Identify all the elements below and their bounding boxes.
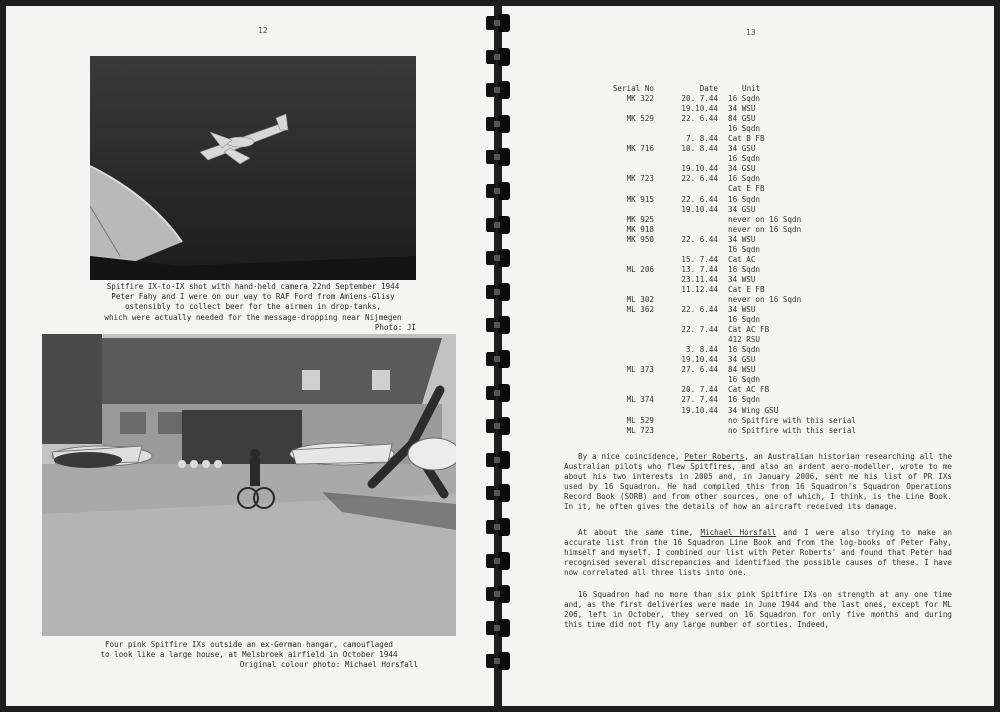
table-row [590,395,902,405]
cell-serial [590,134,662,144]
cell-unit: 34 WSU [728,104,756,114]
cell-date: 10. 8.44 [681,144,718,154]
cell-date: 13. 7.44 [681,264,718,274]
caption-line: Spitfire IX-to-IX shot with hand-held camera 22nd September 1944 [106,282,400,291]
binding-coil [484,81,514,99]
cell-date: 19.10.44 [681,164,718,174]
binding-coil [484,417,514,435]
cell-serial: ML 302 [626,294,654,304]
cell-unit: 412 RSU [728,335,761,345]
cell-serial: ML 373 [626,365,654,375]
cell-date [662,375,728,385]
cell-date: 20. 7.44 [681,94,718,104]
cell-serial: MK 322 [626,94,654,104]
binding-coil [484,451,514,469]
cell-serial: MK 723 [626,174,654,184]
person-name-underlined: Peter Roberts [684,452,745,461]
cell-unit: Cat B FB [728,134,765,144]
cell-serial [590,255,662,265]
cell-unit: 16 Sqdn [728,315,761,325]
cell-unit: 16 Sqdn [728,174,761,184]
cell-unit: 16 Sqdn [728,345,761,355]
cell-unit: 16 Sqdn [728,264,761,274]
table-row [590,365,902,375]
cell-date [662,225,728,235]
binding-coil [484,115,514,133]
para-text: At about the same time, [578,528,701,537]
binding-coil [484,484,514,502]
cell-serial: MK 950 [626,234,654,244]
cell-date: 15. 7.44 [681,254,718,264]
cell-unit: no Spitfire with this serial [728,415,857,425]
cell-unit: 34 Wing GSU [728,405,779,415]
table-row [590,315,902,325]
cell-serial [590,275,662,285]
cell-unit: Cat E FB [728,184,765,194]
photo-credit: Original colour photo: Michael Horsfall [239,660,418,670]
photo2-caption [42,640,456,671]
binding-coil [484,585,514,603]
cell-date [662,184,728,194]
cell-unit: 34 GSU [728,204,756,214]
cell-unit: Cat AC FB [728,385,770,395]
cell-date: 7. 8.44 [685,134,718,144]
table-row [590,295,902,305]
table-row [590,275,902,285]
page-number-right: 13 [746,28,756,37]
cell-unit: never on 16 Sqdn [728,214,802,224]
cell-unit: Cat AC FB [728,325,770,335]
binding-coil [484,182,514,200]
table-row [590,124,902,134]
header-unit: Unit [742,84,761,93]
cell-date: 19.10.44 [681,405,718,415]
binding-coil [484,350,514,368]
cell-serial [590,164,662,174]
binding-coil [484,249,514,267]
binding-coil [484,518,514,536]
table-row [590,154,902,164]
cell-date: 22. 6.44 [681,174,718,184]
table-row [590,406,902,416]
para-text: and I were also trying to make an accurate list from the 16 Squadron Line Book and from the log-books of Peter Fahy, himself and myself. I combined our list with Peter Roberts' and found that Peter had recognised several discrepancies and identified the possible causes of these. I have now correlated all three lists into one. [564,528,952,578]
cell-serial [590,345,662,355]
caption-line: Four pink Spitfire IXs outside an ex-German hangar, camouflaged [104,640,394,649]
cell-date: 23.11.44 [681,274,718,284]
table-row [590,104,902,114]
binding-coil [484,148,514,166]
cell-unit: 84 WSU [728,365,756,375]
table-row [590,205,902,215]
binding-coil [484,216,514,234]
binding-coil [484,14,514,32]
cell-date: 27. 6.44 [681,365,718,375]
cell-unit: 34 GSU [728,144,756,154]
cell-date [662,315,728,325]
binding-coil [484,283,514,301]
cell-unit: 16 Sqdn [728,194,761,204]
cell-unit: 84 GSU [728,114,756,124]
cell-date [662,426,728,436]
cell-unit: 34 WSU [728,234,756,244]
cell-serial [590,104,662,114]
right-page [502,6,994,706]
table-row [590,375,902,385]
cell-serial: ML 529 [626,415,654,425]
left-page [6,6,494,706]
cell-serial [590,325,662,335]
table-row [590,174,902,184]
spiral-binding [484,14,516,704]
cell-serial: MK 529 [626,114,654,124]
cell-unit: 34 WSU [728,274,756,284]
cell-serial [590,124,662,134]
cell-unit: Cat E FB [728,284,765,294]
header-serial: Serial No [612,84,654,93]
table-row [590,345,902,355]
cell-date: 22. 6.44 [681,194,718,204]
caption-line: which were actually needed for the message-dropping near Nijmegen [104,312,402,322]
cell-date: 27. 7.44 [681,395,718,405]
cell-unit: 16 Sqdn [728,395,761,405]
cell-serial: MK 925 [626,214,654,224]
cell-serial: ML 723 [626,425,654,435]
cell-date: 22. 6.44 [681,114,718,124]
cell-date [662,245,728,255]
cell-serial: MK 918 [626,224,654,234]
table-header [590,84,902,94]
page-number-left: 12 [258,26,268,35]
cell-unit: 34 GSU [728,355,756,365]
header-date: Date [699,84,718,93]
table-row [590,144,902,154]
table-row [590,114,902,124]
caption-line: to look like a large house, at Melsbroek airfield in October 1944 [100,650,398,660]
photo-spitfires-outside-hangar [42,334,456,636]
cell-date [662,416,728,426]
cell-date: 20. 7.44 [681,385,718,395]
binding-coil [484,652,514,670]
cell-serial: ML 206 [626,264,654,274]
cell-serial: ML 362 [626,305,654,315]
cell-date [662,295,728,305]
cell-date: 3. 8.44 [685,345,718,355]
cell-unit: Cat AC [728,254,756,264]
cell-serial [590,385,662,395]
serial-table [590,84,902,436]
cell-date: 22. 6.44 [681,305,718,315]
cell-unit: never on 16 Sqdn [728,224,802,234]
cell-serial [590,406,662,416]
cell-date [662,215,728,225]
table-row [590,164,902,174]
table-row [590,285,902,295]
cell-serial: MK 915 [626,194,654,204]
cell-date [662,154,728,164]
cell-date [662,124,728,134]
paragraph-1 [564,452,952,513]
caption-line: Peter Fahy and I were on our way to RAF Ford from Amiens-Glisy [111,292,395,302]
table-row [590,335,902,345]
table-row [590,325,902,335]
cell-serial [590,184,662,194]
photo-spitfire-in-flight [90,56,416,280]
cell-serial [590,154,662,164]
table-row [590,184,902,194]
cell-date: 19.10.44 [681,355,718,365]
binding-coil [484,619,514,637]
table-row [590,225,902,235]
cell-date: 22. 6.44 [681,234,718,244]
cell-unit: never on 16 Sqdn [728,294,802,304]
table-row [590,215,902,225]
cell-unit: 16 Sqdn [728,154,761,164]
cell-date: 19.10.44 [681,204,718,214]
cell-unit: 16 Sqdn [728,94,761,104]
binding-coil [484,552,514,570]
paragraph-2 [564,528,952,578]
para-text: By a nice coincidence, [578,452,685,461]
cell-date: 22. 7.44 [681,325,718,335]
cell-date [662,335,728,345]
cell-serial: MK 716 [626,144,654,154]
table-row [590,235,902,245]
paragraph-3: 16 Squadron had no more than six pink Spitfire IXs on strength at any one time and, as the first deliveries were made in June 1944 and the last ones, except for ML 206, left in October, they served on 16 Squadron for only five months and during this time did not fly any large number of sorties. Indeed, [564,590,952,630]
cell-serial [590,315,662,325]
cell-serial [590,205,662,215]
table-row [590,355,902,365]
photo1-caption [90,282,416,333]
cell-unit: 34 GSU [728,164,756,174]
cell-unit: 16 Sqdn [728,375,761,385]
cell-serial [590,375,662,385]
cell-serial [590,285,662,295]
cell-date: 19.10.44 [681,104,718,114]
binding-coil [484,48,514,66]
table-row [590,265,902,275]
caption-line: ostensibly to collect beer for the airmen in drop-tanks, [124,302,382,312]
cell-date: 11.12.44 [681,284,718,294]
table-body [590,94,902,436]
binding-coil [484,316,514,334]
table-row [590,385,902,395]
cell-unit: no Spitfire with this serial [728,425,857,435]
para-text: , an Australian historian researching all the Australian pilots who flew Spitfires, and also an ardent aero-modeller, wrote to me about his two interests in 2005 and, in January 2006, sent me his list of PR IXs used by 16 Squadron. He had compiled this from 16 Squadron's Squadron Operations Record Book (SORB) and from other sources, one of which, I think, is the Line Book. In it, he often gives the details of how an aircraft received its damage. [564,452,953,512]
table-row [590,94,902,104]
cell-unit: 16 Sqdn [728,124,761,134]
cell-serial: ML 374 [626,395,654,405]
table-row [590,245,902,255]
table-row [590,134,902,144]
table-row [590,255,902,265]
cell-serial [590,335,662,345]
person-name-underlined: Michael Horsfall [700,528,777,537]
table-row [590,426,902,436]
table-row [590,416,902,426]
table-row [590,305,902,315]
cell-unit: 34 WSU [728,305,756,315]
cell-unit: 16 Sqdn [728,244,761,254]
binding-coil [484,384,514,402]
cell-serial [590,245,662,255]
cell-serial [590,355,662,365]
photo-credit: Photo: JI [374,322,416,332]
table-row [590,195,902,205]
